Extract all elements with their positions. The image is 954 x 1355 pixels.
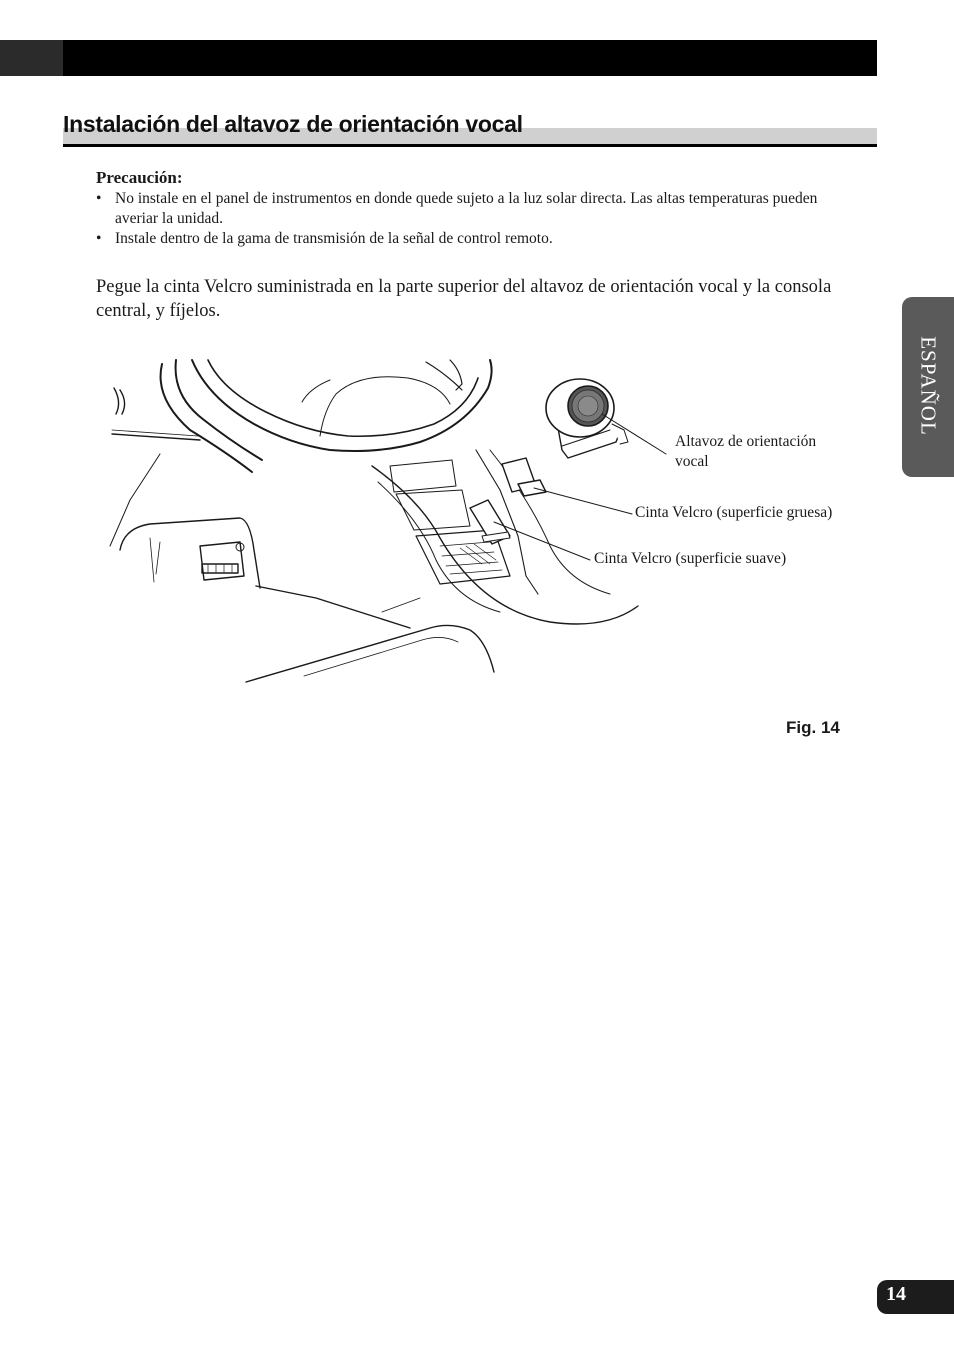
bullet-icon: • [96, 230, 102, 247]
figure-caption: Fig. 14 [786, 718, 840, 737]
caution-item-text: No instale en el panel de instrumentos en donde quede sujeto a la luz solar directa. Las altas temperaturas pueden averiar la unidad. [115, 190, 818, 227]
caution-title: Precaución: [96, 168, 183, 187]
bullet-icon: • [96, 190, 102, 207]
instruction-text: Pegue la cinta Velcro suministrada en la parte superior del altavoz de orientación vocal y la consola central, y fíjelos. [96, 277, 832, 321]
callout-velcro-thick: Cinta Velcro (superficie gruesa) [635, 504, 833, 521]
caution-item [96, 229, 836, 249]
language-tab-label: ESPAÑOL [916, 336, 941, 436]
caution-list [96, 189, 836, 249]
caution-item-text: Instale dentro de la gama de transmisión de la señal de control remoto. [115, 230, 553, 247]
callout-speaker [675, 432, 816, 472]
page-number: 14 [886, 1283, 906, 1305]
callout-speaker-line1: Altavoz de orientación [675, 433, 817, 450]
header-bar [63, 40, 877, 76]
callout-speaker-line2: vocal [675, 453, 709, 470]
caution-item [96, 189, 836, 229]
section-title: Instalación del altavoz de orientación vocal [63, 111, 523, 137]
header-bar-dark [0, 40, 63, 76]
callout-velcro-soft: Cinta Velcro (superficie suave) [594, 550, 787, 567]
section-heading-rule [63, 144, 877, 147]
